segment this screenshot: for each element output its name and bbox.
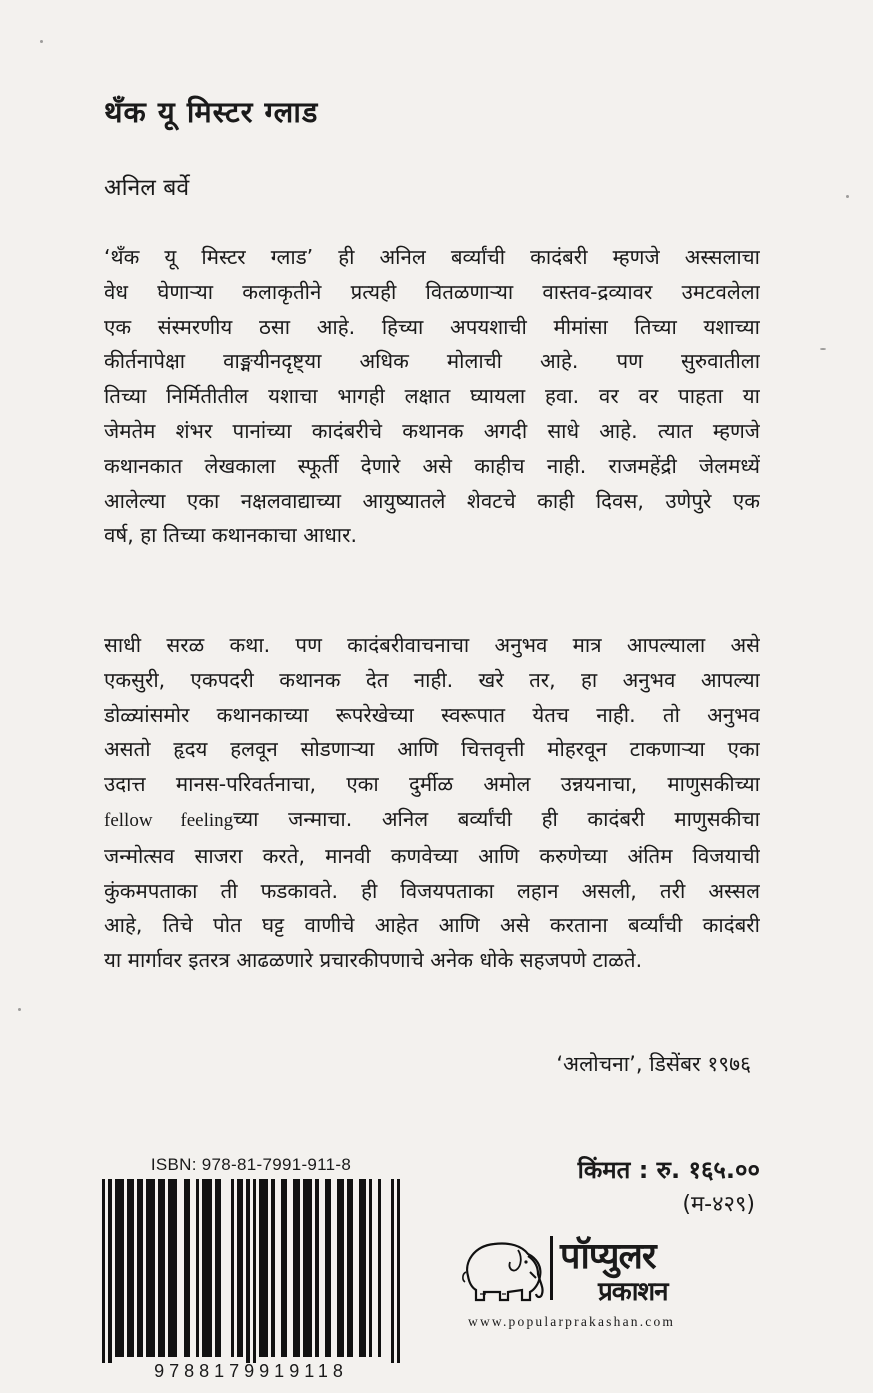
blurb-line: आलेल्या एका नक्षलवाद्याच्या आयुष्यातले शेवटचे काही दिवस, उणेपुरे एक: [104, 488, 760, 513]
barcode-bar: [130, 1179, 133, 1357]
barcode-bar: [309, 1179, 312, 1357]
blurb-line-mixed: [104, 802, 760, 839]
blurb-line: तिच्या निर्मितीतील यशाचा भागही लक्षात घ्यायला हवा. वर वर पाहता या: [104, 384, 760, 409]
barcode-bar: [240, 1179, 243, 1357]
blurb-line: जेमतेम शंभर पानांच्या कादंबरीचे कथानक अगदी साधे आहे. त्यात म्हणजे: [104, 418, 760, 443]
barcode-bar: [187, 1179, 190, 1357]
barcode-digits: 9788179919118: [154, 1361, 348, 1381]
barcode-bar: [102, 1179, 105, 1363]
blurb-line: उदात्त मानस-परिवर्तनाचा, एका दुर्मीळ अमोल उन्नयनाचा, माणुसकीच्या: [104, 772, 760, 797]
blurb-line: असतो हृदय हलवून सोडणाऱ्या आणि चित्तवृत्ती मोहरवून टाकणाऱ्या एका: [104, 737, 760, 762]
publisher-name: पॉप्युलर: [560, 1236, 656, 1277]
blurb-line: एक संस्मरणीय ठसा आहे. हिच्या अपयशाची मीमांसा तिच्या यशाच्या: [104, 314, 760, 339]
latin-phrase: fellow feeling: [104, 809, 234, 831]
elephant-icon: [460, 1232, 548, 1304]
blurb-line: वेध घेणाऱ्या कलाकृतीने प्रत्यही वितळणाऱ्या वास्तव-द्रव्यावर उमटवलेला: [104, 279, 760, 304]
blurb-line: कुंकमपताका ती फडकावते. ही विजयपताका लहान असली, तरी अस्सल: [104, 878, 760, 903]
blurb-line: आहे, तिचे पोत घट्ट वाणीचे आहेत आणि असे करताना बर्व्यांची कादंबरी: [104, 913, 760, 938]
barcode-bar: [209, 1179, 212, 1357]
publisher-divider: [550, 1236, 553, 1300]
blurb-line: जन्मोत्सव साजरा करते, मानवी कणवेच्या आणि करुणेच्या अंतिम विजयाची: [104, 843, 760, 868]
barcode-bar: [246, 1179, 249, 1363]
barcode-bar: [315, 1179, 318, 1357]
publisher-url: www.popularprakashan.com: [468, 1314, 676, 1329]
catalog-code: (म-४२९): [682, 1192, 755, 1217]
price: किंमत : रु. १६५.००: [577, 1156, 760, 1184]
publisher-logo: [460, 1232, 760, 1329]
barcode-bars: [102, 1179, 400, 1357]
barcode-bar: [152, 1179, 155, 1357]
barcode: [100, 1155, 402, 1393]
blurb-paragraph-2: [104, 628, 760, 978]
barcode-bar: [369, 1179, 372, 1357]
blurb-line: या मार्गावर इतरत्र आढळणारे प्रचारकीपणाचे अनेक धोके सहजपणे टाळते.: [104, 948, 643, 973]
blurb-line: एकसुरी, एकपदरी कथानक देत नाही. खरे तर, हा अनुभव आपल्या: [104, 667, 760, 692]
blurb-line: कीर्तनापेक्षा वाङ्मयीनदृष्ट्या अधिक मोलाची आहे. पण सुरुवातीला: [104, 349, 760, 374]
blurb-line: वर्ष, हा तिच्या कथानकाचा आधार.: [104, 523, 358, 548]
barcode-bar: [218, 1179, 221, 1357]
book-title: थँक यू मिस्टर ग्लाड: [104, 95, 319, 129]
barcode-bar: [391, 1179, 394, 1363]
barcode-bar: [271, 1179, 274, 1357]
barcode-bar: [140, 1179, 143, 1357]
barcode-bar: [265, 1179, 268, 1357]
barcode-bar: [284, 1179, 287, 1357]
blurb-line: कथानकात लेखकाला स्फूर्ती देणारे असे काहीच नाही. राजमहेंद्री जेलमध्यें: [104, 453, 760, 478]
blurb-line: साधी सरळ कथा. पण कादंबरीवाचनाचा अनुभव मात्र आपल्याला असे: [104, 633, 760, 657]
publisher-sub: प्रकाशन: [598, 1277, 668, 1307]
barcode-bar: [162, 1179, 165, 1357]
barcode-bar: [362, 1179, 365, 1357]
book-author: अनिल बर्वे: [104, 175, 190, 201]
blurb-line-rest: च्या जन्माचा. अनिल बर्व्यांची ही कादंबरी माणुसकीचा: [233, 806, 760, 831]
blurb-line: डोळ्यांसमोर कथानकाच्या रूपरेखेच्या स्वरूपात येतच नाही. तो अनुभव: [104, 702, 760, 727]
barcode-bar: [231, 1179, 234, 1357]
barcode-bar: [328, 1179, 331, 1357]
blurb-paragraph-1: [104, 240, 760, 553]
barcode-bar: [340, 1179, 343, 1357]
barcode-bar: [378, 1179, 381, 1357]
barcode-bar: [174, 1179, 177, 1357]
blurb-line: ‘थँक यू मिस्टर ग्लाड’ ही अनिल बर्व्यांची कादंबरी म्हणजे अस्सलाचा: [104, 245, 760, 269]
isbn-label: ISBN: 978-81-7991-911-8: [150, 1155, 352, 1174]
barcode-bar: [121, 1179, 124, 1357]
barcode-bar: [397, 1179, 400, 1363]
barcode-bar: [296, 1179, 299, 1357]
barcode-bar: [108, 1179, 111, 1363]
barcode-bar: [253, 1179, 256, 1363]
review-source: ‘अलोचना’, डिसेंबर १९७६: [556, 1052, 751, 1076]
barcode-bar: [350, 1179, 353, 1357]
barcode-bar: [196, 1179, 199, 1357]
